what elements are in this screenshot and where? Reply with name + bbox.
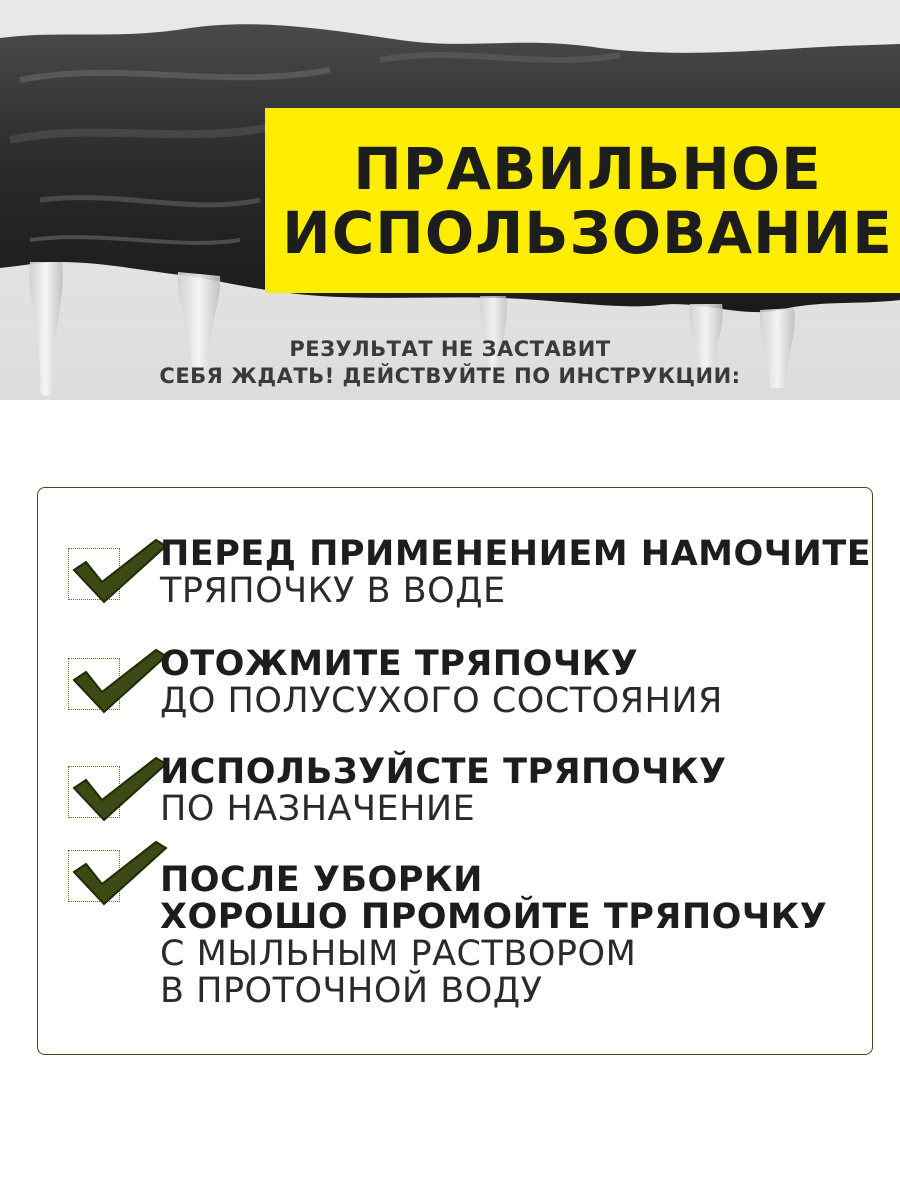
step-1-bold-line-1: ПЕРЕД ПРИМЕНЕНИЕМ НАМОЧИТЕ	[160, 534, 872, 574]
step-4-bold-line-1: ПОСЛЕ УБОРКИ	[160, 860, 483, 900]
checkmark-icon	[68, 838, 168, 908]
step-1-line-1: ТРЯПОЧКУ В ВОДЕ	[160, 571, 506, 611]
title-box	[265, 108, 900, 293]
checkmark-icon	[68, 536, 168, 606]
banner-subtitle	[120, 336, 780, 390]
checkmark-icon	[68, 646, 168, 716]
subtitle-line-1: РЕЗУЛЬТАТ НЕ ЗАСТАВИТ	[289, 337, 611, 361]
step-4-line-2: В ПРОТОЧНОЙ ВОДУ	[160, 971, 543, 1011]
step-3-bold-line-1: ИСПОЛЬЗУЙСТЕ ТРЯПОЧКУ	[160, 752, 727, 792]
step-2-line-1: ДО ПОЛУСУХОГО СОСТОЯНИЯ	[160, 681, 723, 721]
subtitle-line-2: СЕБЯ ЖДАТЬ! ДЕЙСТВУЙТЕ ПО ИНСТРУКЦИИ:	[159, 364, 741, 388]
page-title-line-2: ИСПОЛЬЗОВАНИЕ	[282, 198, 893, 267]
step-4-line-1: С МЫЛЬНЫМ РАСТВОРОМ	[160, 934, 637, 974]
step-4-bold-line-2: ХОРОШО ПРОМОЙТЕ ТРЯПОЧКУ	[160, 897, 828, 937]
page-title-line-1: ПРАВИЛЬНОЕ	[353, 134, 822, 203]
instructions-card	[37, 487, 873, 1055]
header-banner	[0, 0, 900, 400]
checkmark-icon	[68, 754, 168, 824]
step-2-bold-line-1: ОТОЖМИТЕ ТРЯПОЧКУ	[160, 644, 639, 684]
step-3-line-1: ПО НАЗНАЧЕНИЕ	[160, 789, 476, 829]
